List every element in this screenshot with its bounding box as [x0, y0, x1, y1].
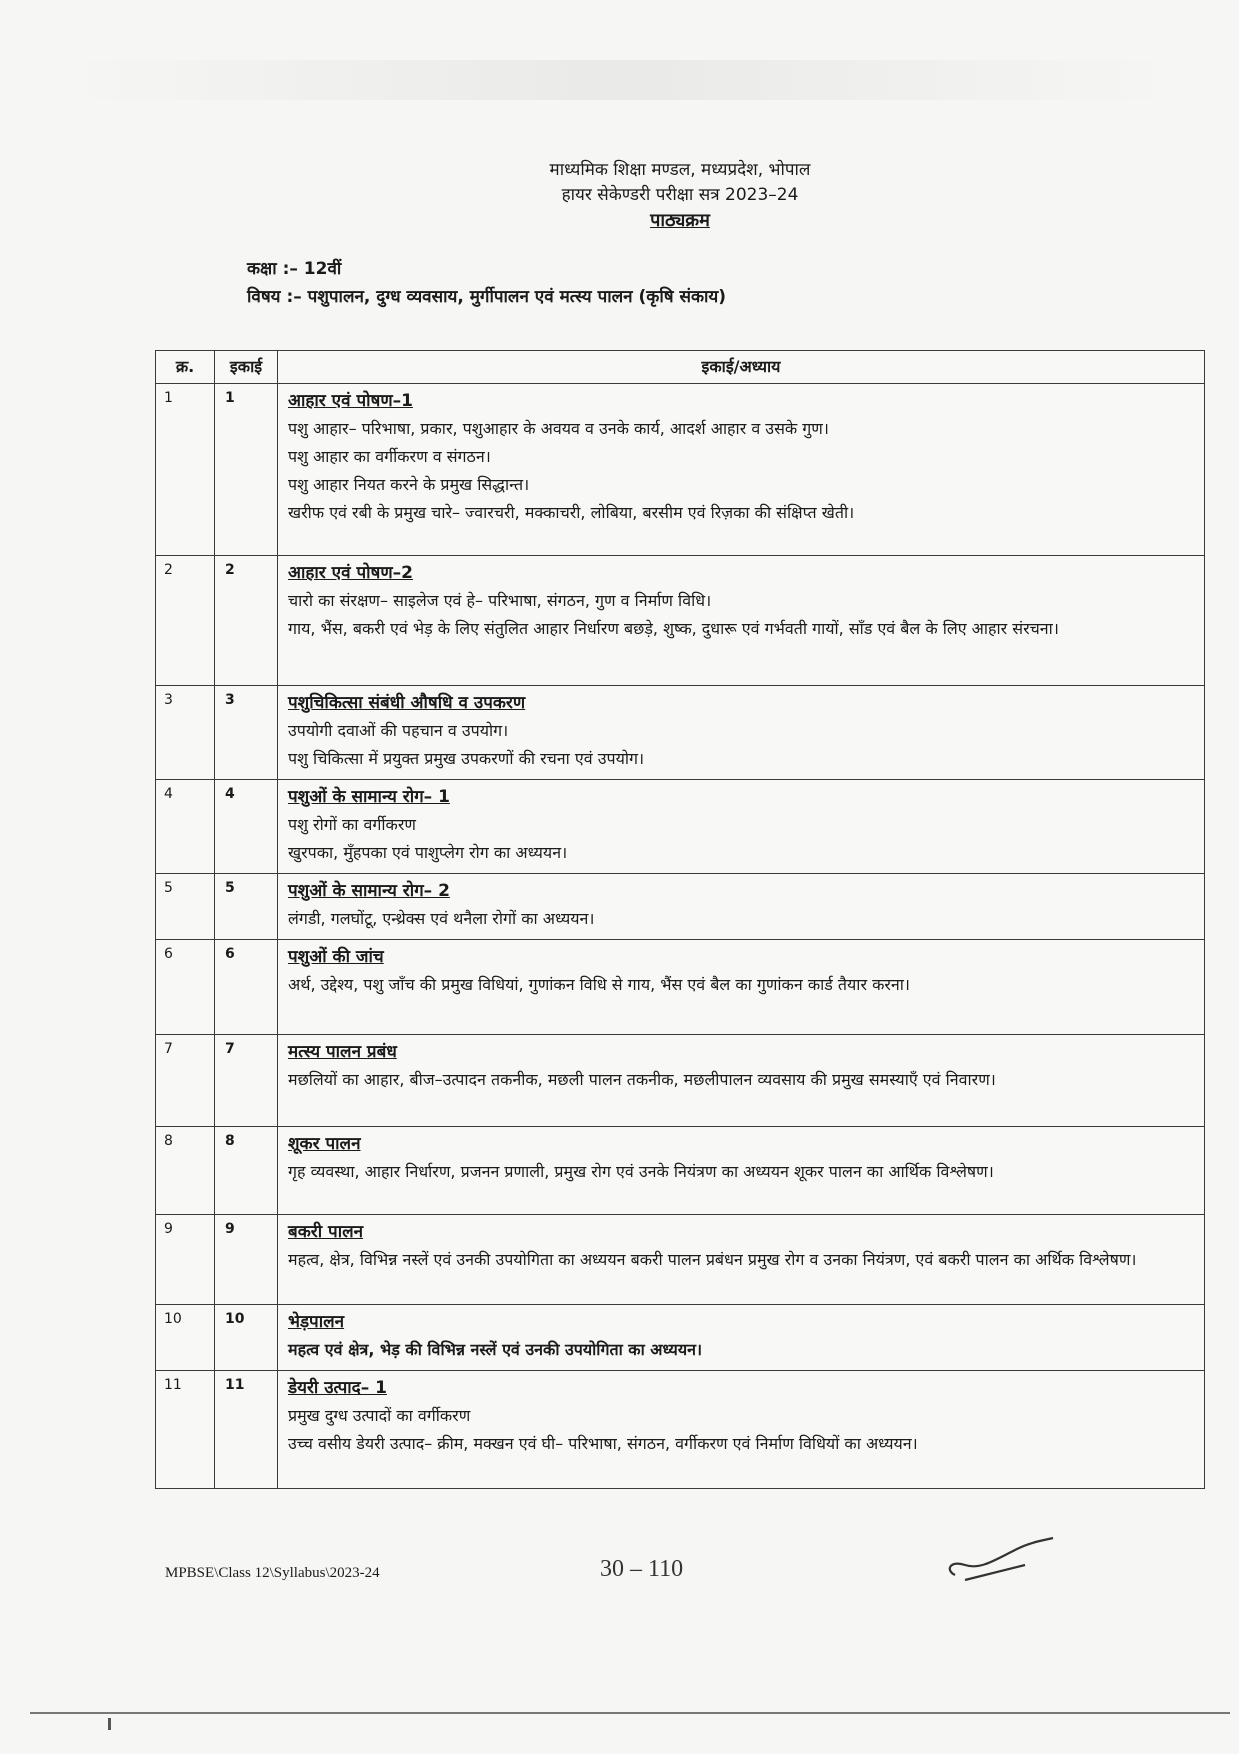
signature — [935, 1530, 1065, 1600]
row-unit: 10 — [215, 1305, 278, 1371]
table-row — [156, 1215, 1205, 1305]
header-serial: क्र. — [156, 351, 215, 384]
page-number: 30 – 110 — [600, 1556, 684, 1582]
unit-topic-line: लंगडी, गलघोंटू, एन्थ्रेक्स एवं थनैला रोगों का अध्ययन। — [288, 909, 595, 928]
unit-topic-line: पशु रोगों का वर्गीकरण — [288, 815, 416, 834]
row-content — [278, 1127, 1205, 1215]
row-unit: 2 — [215, 556, 278, 686]
row-unit: 7 — [215, 1035, 278, 1127]
class-subject-info — [247, 255, 726, 311]
unit-topic-line: महत्व, क्षेत्र, विभिन्न नस्लें एवं उनकी उपयोगिता का अध्ययन बकरी पालन प्रबंधन प्रमुख रोग व उनका नियंत्रण, एवं बकरी पालन का अर्थिक विश्लेषण। — [288, 1250, 1137, 1269]
header-unit-chapter: इकाई/अध्याय — [278, 351, 1205, 384]
row-serial: 5 — [156, 874, 215, 940]
unit-topic-line: महत्व एवं क्षेत्र, भेड़ की विभिन्न नस्लें एवं उनकी उपयोगिता का अध्ययन। — [288, 1340, 703, 1359]
row-unit: 3 — [215, 686, 278, 780]
table-row — [156, 1371, 1205, 1489]
table-row — [156, 780, 1205, 874]
row-serial: 3 — [156, 686, 215, 780]
unit-title: मत्स्य पालन प्रबंध — [288, 1042, 397, 1062]
unit-topic-line: खरीफ एवं रबी के प्रमुख चारे– ज्वारचरी, मक्काचरी, लोबिया, बरसीम एवं रिज़का की संक्षिप्त खेती। — [288, 503, 855, 522]
table-row — [156, 874, 1205, 940]
unit-title: पशुचिकित्सा संबंधी औषधि व उपकरण — [288, 693, 526, 713]
table-row — [156, 686, 1205, 780]
row-content — [278, 1215, 1205, 1305]
unit-title: भेड़पालन — [288, 1312, 345, 1332]
row-unit: 1 — [215, 384, 278, 556]
header-unit: इकाई — [215, 351, 278, 384]
row-serial: 11 — [156, 1371, 215, 1489]
row-serial: 9 — [156, 1215, 215, 1305]
unit-title: पशुओं के सामान्य रोग– 2 — [288, 881, 450, 901]
bottom-rule — [30, 1712, 1230, 1714]
row-serial: 7 — [156, 1035, 215, 1127]
row-serial: 2 — [156, 556, 215, 686]
row-content — [278, 1305, 1205, 1371]
class-line: कक्षा :– 12वीं — [247, 259, 342, 279]
scan-shadow — [60, 60, 1180, 100]
unit-title: पशुओं की जांच — [288, 947, 384, 967]
row-unit: 5 — [215, 874, 278, 940]
row-content — [278, 780, 1205, 874]
table-row — [156, 384, 1205, 556]
row-unit: 4 — [215, 780, 278, 874]
document-header — [440, 158, 920, 233]
row-content — [278, 874, 1205, 940]
row-serial: 6 — [156, 940, 215, 1035]
unit-title: डेयरी उत्पाद– 1 — [288, 1378, 387, 1398]
unit-title: शूकर पालन — [288, 1134, 361, 1154]
unit-topic-line: मछलियों का आहार, बीज–उत्पादन तकनीक, मछली पालन तकनीक, मछलीपालन व्यवसाय की प्रमुख समस्याएँ एवं निवारण। — [288, 1070, 996, 1089]
row-serial: 4 — [156, 780, 215, 874]
board-name: माध्यमिक शिक्षा मण्डल, मध्यप्रदेश, भोपाल — [549, 160, 811, 180]
unit-topic-line: पशु आहार नियत करने के प्रमुख सिद्धान्त। — [288, 475, 530, 494]
unit-topic-line: प्रमुख दुग्ध उत्पादों का वर्गीकरण — [288, 1406, 471, 1425]
row-content — [278, 686, 1205, 780]
table-row — [156, 1305, 1205, 1371]
unit-title: आहार एवं पोषण–1 — [288, 391, 413, 411]
footer-path: MPBSE\Class 12\Syllabus\2023-24 — [165, 1565, 380, 1581]
row-serial: 1 — [156, 384, 215, 556]
row-content — [278, 556, 1205, 686]
unit-topic-line: गृह व्यवस्था, आहार निर्धारण, प्रजनन प्रणाली, प्रमुख रोग एवं उनके नियंत्रण का अध्ययन शूकर पालन का आर्थिक विश्लेषण। — [288, 1162, 994, 1181]
syllabus-heading: पाठ्यक्रम — [650, 210, 710, 231]
syllabus-table — [155, 350, 1205, 1489]
row-content — [278, 940, 1205, 1035]
table-row — [156, 940, 1205, 1035]
row-content — [278, 1371, 1205, 1489]
row-unit: 11 — [215, 1371, 278, 1489]
unit-topic-line: अर्थ, उद्देश्य, पशु जाँच की प्रमुख विधियां, गुणांकन विधि से गाय, भैंस एवं बैल का गुणांकन कार्ड तैयार करना। — [288, 975, 910, 994]
unit-title: आहार एवं पोषण–2 — [288, 563, 413, 583]
unit-topic-line: पशु चिकित्सा में प्रयुक्त प्रमुख उपकरणों की रचना एवं उपयोग। — [288, 749, 645, 768]
table-row — [156, 556, 1205, 686]
row-serial: 8 — [156, 1127, 215, 1215]
unit-title: पशुओं के सामान्य रोग– 1 — [288, 787, 450, 807]
row-content — [278, 1035, 1205, 1127]
subject-line: विषय :– पशुपालन, दुग्ध व्यवसाय, मुर्गीपालन एवं मत्स्य पालन (कृषि संकाय) — [247, 287, 727, 307]
unit-title: बकरी पालन — [288, 1222, 364, 1242]
row-unit: 9 — [215, 1215, 278, 1305]
unit-topic-line: चारो का संरक्षण– साइलेज एवं हे– परिभाषा, संगठन, गुण व निर्माण विधि। — [288, 591, 712, 610]
exam-session: हायर सेकेण्डरी परीक्षा सत्र 2023–24 — [561, 185, 799, 205]
unit-topic-line: उपयोगी दवाओं की पहचान व उपयोग। — [288, 721, 509, 740]
row-unit: 8 — [215, 1127, 278, 1215]
table-row — [156, 1035, 1205, 1127]
table-header-row — [156, 351, 1205, 384]
unit-topic-line: पशु आहार– परिभाषा, प्रकार, पशुआहार के अवयव व उनके कार्य, आदर्श आहार व उसके गुण। — [288, 419, 829, 438]
row-unit: 6 — [215, 940, 278, 1035]
row-serial: 10 — [156, 1305, 215, 1371]
table-row — [156, 1127, 1205, 1215]
unit-topic-line: उच्च वसीय डेयरी उत्पाद– क्रीम, मक्खन एवं घी– परिभाषा, संगठन, वर्गीकरण एवं निर्माण विधियों का अध्ययन। — [288, 1434, 918, 1453]
unit-topic-line: खुरपका, मुँहपका एवं पाशुप्लेग रोग का अध्ययन। — [288, 843, 568, 862]
unit-topic-line: गाय, भैंस, बकरी एवं भेड़ के लिए संतुलित आहार निर्धारण बछड़े, शुष्क, दुधारू एवं गर्भवती गायों, साँड एवं बैल के लिए आहार संरचना। — [288, 619, 1059, 638]
row-content — [278, 384, 1205, 556]
unit-topic-line: पशु आहार का वर्गीकरण व संगठन। — [288, 447, 491, 466]
bottom-mark — [108, 1718, 111, 1730]
